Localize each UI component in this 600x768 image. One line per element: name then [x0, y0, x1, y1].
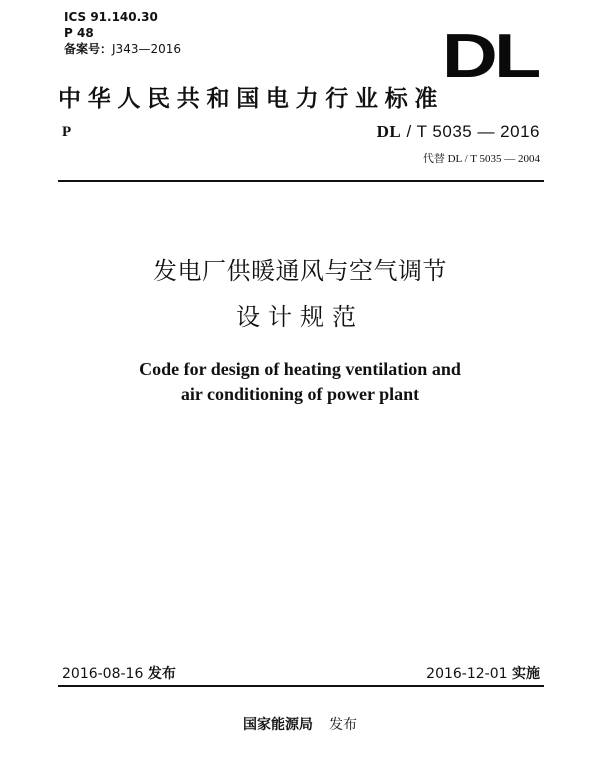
publish-date-value: 2016-08-16	[62, 666, 144, 682]
title-zh-line2: 设计规范	[236, 303, 364, 331]
dl-logo: DL	[442, 22, 538, 91]
publish-date	[62, 663, 176, 683]
category-letter: P	[62, 124, 72, 140]
title-en-line1: Code for design of heating ventilation and	[139, 359, 461, 379]
standard-prefix: DL	[376, 122, 402, 141]
ics-code: ICS 91.140.30	[64, 10, 158, 24]
replaces-standard: 代替 DL / T 5035 — 2004	[422, 153, 540, 165]
publisher-action: 发布	[329, 717, 357, 733]
implementation-date	[426, 663, 540, 683]
title-en-line2: air conditioning of power plant	[180, 384, 420, 404]
standard-code: / T 5035 — 2016	[401, 122, 540, 141]
publish-suffix: 发布	[147, 666, 176, 682]
industry-standard-heading: 中华人民共和国电力行业标准	[58, 85, 445, 112]
record-number	[64, 42, 181, 57]
implementation-suffix: 实施	[512, 666, 540, 682]
top-divider	[58, 180, 544, 182]
record-value: J343—2016	[112, 42, 181, 56]
record-label: 备案号：	[64, 42, 113, 56]
ccs-code: P 48	[64, 26, 94, 40]
standard-number	[377, 122, 540, 142]
publisher	[0, 714, 600, 734]
implementation-date-value: 2016-12-01	[426, 666, 508, 682]
publisher-name: 国家能源局	[243, 717, 313, 733]
title-zh-line1: 发电厂供暖通风与空气调节	[153, 257, 447, 285]
bottom-divider	[58, 685, 544, 687]
